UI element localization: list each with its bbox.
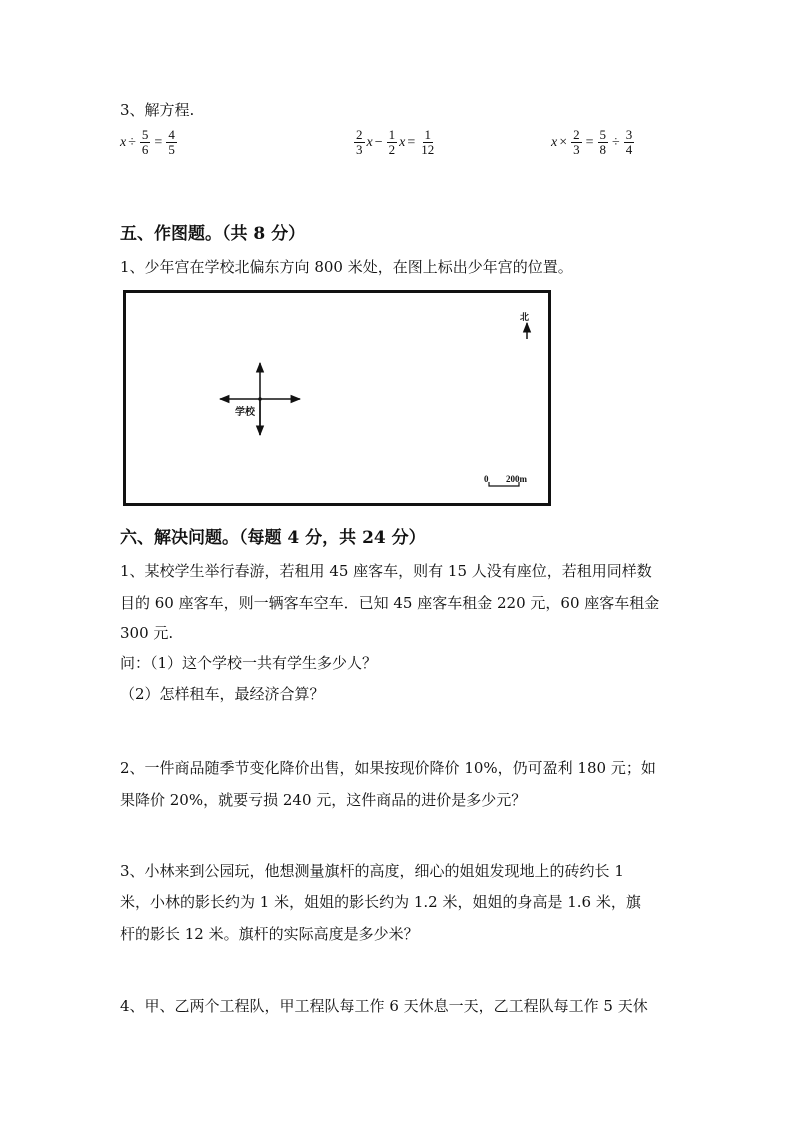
s6-q1-sub2: （2）怎样租车，最经济合算？ bbox=[120, 685, 325, 703]
eq2-frac2 bbox=[387, 128, 398, 157]
eq3-frac3-num: 3 bbox=[625, 127, 633, 142]
eq3-frac2-den: 8 bbox=[599, 142, 607, 157]
section5-q1-text: 1、少年宫在学校北偏东方向 800 米处，在图上标出少年宫的位置。 bbox=[120, 258, 573, 276]
eq3-times: × bbox=[559, 134, 568, 150]
eq2-var1: x bbox=[366, 134, 373, 150]
eq2-minus: − bbox=[374, 134, 383, 150]
eq2-frac2-den: 2 bbox=[388, 142, 396, 157]
section5-heading: 五、作图题。（共 8 分） bbox=[120, 224, 306, 244]
eq3-frac1-num: 2 bbox=[573, 127, 580, 142]
eq1-frac2 bbox=[166, 128, 177, 157]
eq1-frac2-den: 5 bbox=[168, 142, 175, 157]
eq3-var: x bbox=[551, 134, 558, 150]
map-box bbox=[123, 290, 551, 506]
s6-q1-sub1: 问：（1）这个学校一共有学生多少人？ bbox=[120, 654, 378, 672]
eq3-frac2-num: 5 bbox=[599, 127, 607, 142]
s6-q1-line-1: 1、某校学生举行春游，若租用 45 座客车，则有 15 人没有座位，若租用同样数 bbox=[120, 562, 652, 580]
eq2-frac3 bbox=[419, 128, 436, 157]
s6-q3-line-2: 米，小林的影长约为 1 米，姐姐的影长约为 1.2 米，姐姐的身高是 1.6 米，旗 bbox=[120, 893, 641, 911]
eq1-frac2-num: 4 bbox=[168, 127, 175, 142]
equation-2 bbox=[352, 128, 438, 157]
eq2-equals: = bbox=[407, 134, 416, 150]
equation-3 bbox=[551, 128, 636, 157]
eq2-frac1-num: 2 bbox=[356, 127, 363, 142]
eq1-frac1-num: 5 bbox=[141, 127, 149, 142]
scale-zero-label: 0 bbox=[484, 474, 489, 484]
s6-q2-line-2: 果降价 20%，就要亏损 240 元，这件商品的进价是多少元？ bbox=[120, 791, 527, 809]
eq2-var2: x bbox=[399, 134, 406, 150]
eq2-frac2-num: 1 bbox=[388, 127, 396, 142]
s6-q1-line-3: 300 元. bbox=[120, 624, 174, 642]
s6-q4-line-1: 4、甲、乙两个工程队，甲工程队每工作 6 天休息一天，乙工程队每工作 5 天休 bbox=[120, 997, 648, 1015]
eq1-frac1 bbox=[140, 128, 151, 157]
equation-1 bbox=[120, 128, 179, 157]
eq3-frac3-den: 4 bbox=[625, 142, 633, 157]
eq2-frac3-num: 1 bbox=[424, 127, 431, 142]
eq3-frac1 bbox=[571, 128, 582, 157]
s6-q1-line-2: 目的 60 座客车，则一辆客车空车．已知 45 座客车租金 220 元，60 座客车租金 bbox=[120, 594, 660, 612]
eq2-frac1 bbox=[354, 128, 365, 157]
s6-q2-line-1: 2、一件商品随季节变化降价出售，如果按现价降价 10%，仍可盈利 180 元；如 bbox=[120, 759, 656, 777]
eq1-var: x bbox=[120, 134, 127, 150]
eq3-divide: ÷ bbox=[612, 134, 620, 150]
eq2-frac1-den: 3 bbox=[356, 142, 363, 157]
section6-heading: 六、解决问题。（每题 4 分，共 24 分） bbox=[120, 528, 426, 548]
eq3-frac1-den: 3 bbox=[573, 142, 580, 157]
eq3-frac3 bbox=[624, 128, 635, 157]
eq1-equals: = bbox=[154, 134, 163, 150]
map-drawing bbox=[126, 293, 548, 503]
eq2-frac3-den: 12 bbox=[421, 142, 435, 157]
s6-q3-line-3: 杆的影长 12 米。旗杆的实际高度是多少米？ bbox=[120, 925, 419, 943]
eq1-frac1-den: 6 bbox=[141, 142, 149, 157]
school-point bbox=[258, 397, 262, 401]
eq1-op: ÷ bbox=[128, 134, 136, 150]
s6-q3-line-1: 3、小林来到公园玩，他想测量旗杆的高度，细心的姐姐发现地上的砖约长 1 bbox=[120, 862, 624, 880]
q3-title: 3、解方程. bbox=[120, 101, 195, 119]
school-label: 学校 bbox=[235, 407, 255, 418]
scale-distance-label: 200m bbox=[506, 474, 527, 484]
eq3-equals: = bbox=[585, 134, 594, 150]
north-label: 北 bbox=[520, 313, 530, 323]
eq3-frac2 bbox=[598, 128, 609, 157]
